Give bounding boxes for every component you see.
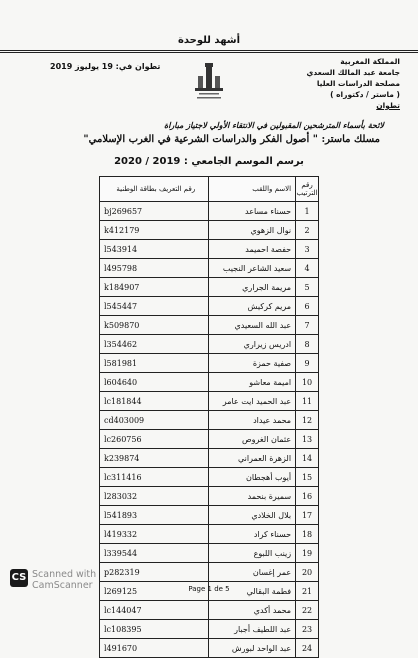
rank-cell: 22	[296, 601, 319, 620]
institution-line-2: جامعة عبد المالك السعدي	[306, 68, 400, 77]
header-rank: رقم الترتيب	[296, 177, 319, 202]
name-cell: محمد عيداد	[208, 411, 296, 430]
institution-block	[290, 56, 400, 111]
table-row	[100, 259, 319, 278]
rank-cell: 14	[296, 449, 319, 468]
id-cell: l541893	[100, 506, 209, 525]
id-cell: bj269657	[100, 202, 209, 221]
name-cell: محمد أكدي	[208, 601, 296, 620]
name-cell: فطمة البقالي	[208, 582, 296, 601]
name-cell: زينب اللبوع	[208, 544, 296, 563]
rank-cell: 19	[296, 544, 319, 563]
university-logo	[190, 60, 228, 104]
name-cell: عمر إغسان	[208, 563, 296, 582]
id-cell: l283032	[100, 487, 209, 506]
table-row	[100, 468, 319, 487]
rank-cell: 21	[296, 582, 319, 601]
table-row	[100, 335, 319, 354]
rank-cell: 6	[296, 297, 319, 316]
name-cell: صفية حمزة	[208, 354, 296, 373]
id-cell: lc181844	[100, 392, 209, 411]
rank-cell: 24	[296, 639, 319, 658]
header-id: رقم التعريف بطاقة الوطنية	[100, 177, 209, 202]
institution-line-3: مصلحة الدراسات العليا	[316, 79, 400, 88]
table-row	[100, 525, 319, 544]
rank-cell: 8	[296, 335, 319, 354]
name-cell: مريمة الجراري	[208, 278, 296, 297]
name-cell: اميمة معاشو	[208, 373, 296, 392]
id-cell: l604640	[100, 373, 209, 392]
table-row	[100, 449, 319, 468]
name-cell: عبد الله السعيدي	[208, 316, 296, 335]
rank-cell: 5	[296, 278, 319, 297]
table-row	[100, 373, 319, 392]
id-cell: lc144047	[100, 601, 209, 620]
id-cell: l339544	[100, 544, 209, 563]
rank-cell: 9	[296, 354, 319, 373]
academic-season: برسم الموسم الجامعي : 2019 / 2020	[114, 156, 304, 167]
watermark-line-2: CamScanner	[32, 580, 93, 591]
rank-cell: 1	[296, 202, 319, 221]
id-cell: k509870	[100, 316, 209, 335]
id-cell: l269125	[100, 582, 209, 601]
id-cell: l354462	[100, 335, 209, 354]
name-cell: الزهرة العمراني	[208, 449, 296, 468]
table-row	[100, 620, 319, 639]
id-cell: lc108395	[100, 620, 209, 639]
name-cell: عبد الواحد لبورش	[208, 639, 296, 658]
rank-cell: 11	[296, 392, 319, 411]
institution-line-4: ( ماستر / دكتوراه )	[330, 90, 400, 99]
table-header-row	[100, 177, 319, 202]
document-title: لائحة بأسماء المترشحين المقبولين في الانتقاء الأولي لاجتياز مباراة	[164, 121, 384, 130]
name-cell: سعيد الشاعر النجيب	[208, 259, 296, 278]
rank-cell: 7	[296, 316, 319, 335]
id-cell: cd403009	[100, 411, 209, 430]
name-cell: عبد اللطيف أجبار	[208, 620, 296, 639]
header-name: الاسم واللقب	[208, 177, 296, 202]
header-rule-bottom	[0, 52, 418, 53]
camscanner-logo: CS	[10, 569, 28, 587]
id-cell: l581981	[100, 354, 209, 373]
rank-cell: 4	[296, 259, 319, 278]
header-rule-top	[0, 50, 418, 51]
rank-cell: 20	[296, 563, 319, 582]
table-row	[100, 411, 319, 430]
watermark-line-1: Scanned with	[32, 569, 97, 580]
name-cell: سميرة بنحمد	[208, 487, 296, 506]
name-cell: حفصة احميمد	[208, 240, 296, 259]
name-cell: حسناء مساعد	[208, 202, 296, 221]
table-row	[100, 278, 319, 297]
rank-cell: 16	[296, 487, 319, 506]
institution-city: تطوان	[376, 101, 400, 110]
table-row	[100, 563, 319, 582]
id-cell: lc260756	[100, 430, 209, 449]
name-cell: حسناء كراد	[208, 525, 296, 544]
table-row	[100, 221, 319, 240]
name-cell: ادريس زيراري	[208, 335, 296, 354]
rank-cell: 23	[296, 620, 319, 639]
id-cell: k412179	[100, 221, 209, 240]
table-row	[100, 544, 319, 563]
id-cell: l491670	[100, 639, 209, 658]
table-row	[100, 506, 319, 525]
name-cell: بلال الخلادي	[208, 506, 296, 525]
name-cell: عبد الحميد ايت عامر	[208, 392, 296, 411]
name-cell: أيوب أهجطان	[208, 468, 296, 487]
rank-cell: 10	[296, 373, 319, 392]
rank-cell: 2	[296, 221, 319, 240]
table-row	[100, 297, 319, 316]
rank-cell: 15	[296, 468, 319, 487]
rank-cell: 18	[296, 525, 319, 544]
id-cell: l495798	[100, 259, 209, 278]
id-cell: l543914	[100, 240, 209, 259]
id-cell: k184907	[100, 278, 209, 297]
page-footer: Page 1 de 5	[188, 585, 230, 593]
rank-cell: 3	[296, 240, 319, 259]
program-title: مسلك ماستر: " أصول الفكر والدراسات الشرعية في الغرب الإسلامي"	[83, 134, 380, 145]
rank-cell: 13	[296, 430, 319, 449]
table-row	[100, 487, 319, 506]
rank-cell: 12	[296, 411, 319, 430]
table-row	[100, 601, 319, 620]
table-row	[100, 392, 319, 411]
table-row	[100, 354, 319, 373]
name-cell: عثمان الغروص	[208, 430, 296, 449]
table-row	[100, 639, 319, 658]
rank-cell: 17	[296, 506, 319, 525]
institution-line-1: المملكة المغربية	[340, 57, 400, 66]
id-cell: lc311416	[100, 468, 209, 487]
table-row	[100, 430, 319, 449]
table-row	[100, 202, 319, 221]
name-cell: مريم كركيش	[208, 297, 296, 316]
id-cell: l545447	[100, 297, 209, 316]
id-cell: p282319	[100, 563, 209, 582]
id-cell: l419332	[100, 525, 209, 544]
id-cell: k239874	[100, 449, 209, 468]
name-cell: نوال الزهوي	[208, 221, 296, 240]
header-note: أشهد للوحدة	[177, 35, 241, 46]
document-date: تطوان في: 19 يوليوز 2019	[50, 62, 161, 71]
table-row	[100, 316, 319, 335]
table-row	[100, 240, 319, 259]
